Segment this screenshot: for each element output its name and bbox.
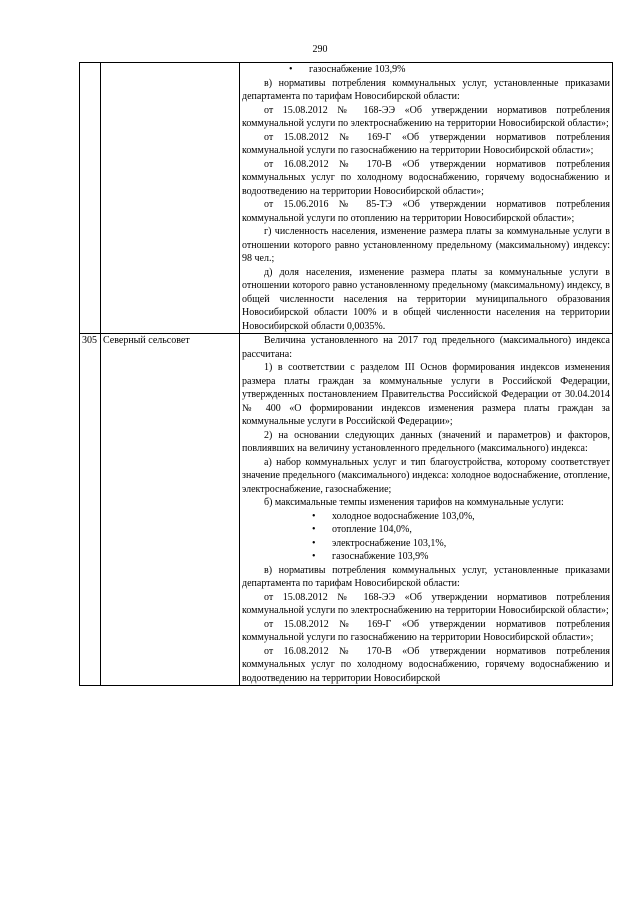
bullet-icon: • [312, 524, 316, 535]
paragraph: в) нормативы потребления коммунальных услуг, установленные приказами департамента по тарифам Новосибирской области: [242, 564, 610, 589]
list-item [312, 537, 610, 551]
paragraph: Величина установленного на 2017 год предельного (максимального) индекса рассчитана: [242, 335, 610, 360]
paragraph: от 16.08.2012 № 170-В «Об утверждении нормативов потребления коммунальных услуг по холодному водоснабжению, горячему водоснабжению и водоотведению на территории Новосибирской [242, 645, 610, 684]
bullet-text: холодное водоснабжение 103,0%, [332, 510, 475, 522]
bullet-icon: • [312, 510, 316, 522]
paragraph: от 15.06.2016 № 85-ТЭ «Об утверждении нормативов потребления коммунальной услуги по отоплению на территории Новосибирской области»; [242, 199, 610, 224]
paragraph: 2) на основании следующих данных (значений и параметров) и факторов, повлиявших на величину установленного предельного (максимального) индекса: [242, 429, 610, 454]
row-number-cell: 305 [80, 334, 101, 686]
list-item [312, 523, 610, 537]
paragraph: от 15.08.2012 № 168-ЭЭ «Об утверждении нормативов потребления коммунальной услуги по электроснабжению на территории Новосибирской области»; [242, 104, 610, 129]
row-number-cell [80, 63, 101, 334]
paragraph: в) нормативы потребления коммунальных услуг, установленные приказами департамента по тарифам Новосибирской области: [242, 77, 610, 102]
list-item [312, 510, 610, 524]
municipality-name-cell [101, 63, 240, 334]
paragraph: б) максимальные темпы изменения тарифов на коммунальные услуги: [264, 497, 564, 508]
justification-cell [240, 63, 613, 334]
bullet-text: отопление 104,0%, [332, 524, 412, 535]
table-row [80, 63, 613, 334]
paragraph: г) численность населения, изменение размера платы за коммунальные услуги в отношении которого равно установленному предельному (максимальному) индексу: 98 чел.; [242, 226, 610, 264]
bullet-text: газоснабжение 103,9% [309, 64, 406, 75]
justification-cell [240, 334, 613, 686]
page-number: 290 [312, 44, 328, 55]
bullet-text: электроснабжение 103,1%, [332, 537, 447, 549]
paragraph: а) набор коммунальных услуг и тип благоустройства, которому соответствует значение предельного (максимального) индекса: холодное водоснабжение, отопление, электроснабжение, газоснабжение; [242, 456, 610, 495]
tariff-bullet-list [242, 63, 610, 77]
paragraph: 1) в соответствии с разделом III Основ формирования индексов изменения размера платы граждан за коммунальные услуги в Российской Федерации, утвержденных постановлением Правительства Российской Федерации от 30.04.2014 № 400 «О формировании индексов изменения размера платы граждан за коммунальные услуги в Российской Федерации»; [242, 362, 610, 427]
paragraph: д) доля населения, изменение размера платы за коммунальные услуги в отношении которого равно установленному предельному (максимальному) индексу, в общей численности населения на территории муниципального образования Новосибирской области 100% и в общей численности населения на территории Новосибирской области 0,0035%. [242, 266, 610, 332]
paragraph: от 15.08.2012 № 169-Г «Об утверждении нормативов потребления коммунальной услуги по газоснабжению на территории Новосибирской области»; [242, 618, 610, 643]
tariff-bullet-list [242, 510, 610, 564]
paragraph: от 15.08.2012 № 169-Г «Об утверждении нормативов потребления коммунальной услуги по газоснабжению на территории Новосибирской области»; [242, 131, 610, 156]
municipality-table [79, 62, 613, 686]
table-row [80, 334, 613, 686]
bullet-text: газоснабжение 103,9% [332, 551, 429, 562]
municipality-name-cell: Северный сельсовет [101, 334, 240, 686]
list-item [312, 550, 610, 564]
list-item [289, 63, 610, 77]
bullet-icon: • [312, 551, 316, 562]
bullet-icon: • [312, 537, 316, 549]
bullet-icon: • [289, 64, 293, 75]
paragraph: от 15.08.2012 № 168-ЭЭ «Об утверждении нормативов потребления коммунальной услуги по электроснабжению на территории Новосибирской области»; [242, 591, 610, 616]
paragraph: от 16.08.2012 № 170-В «Об утверждении нормативов потребления коммунальных услуг по холодному водоснабжению, горячему водоснабжению и водоотведению на территории Новосибирской области»; [242, 158, 610, 197]
